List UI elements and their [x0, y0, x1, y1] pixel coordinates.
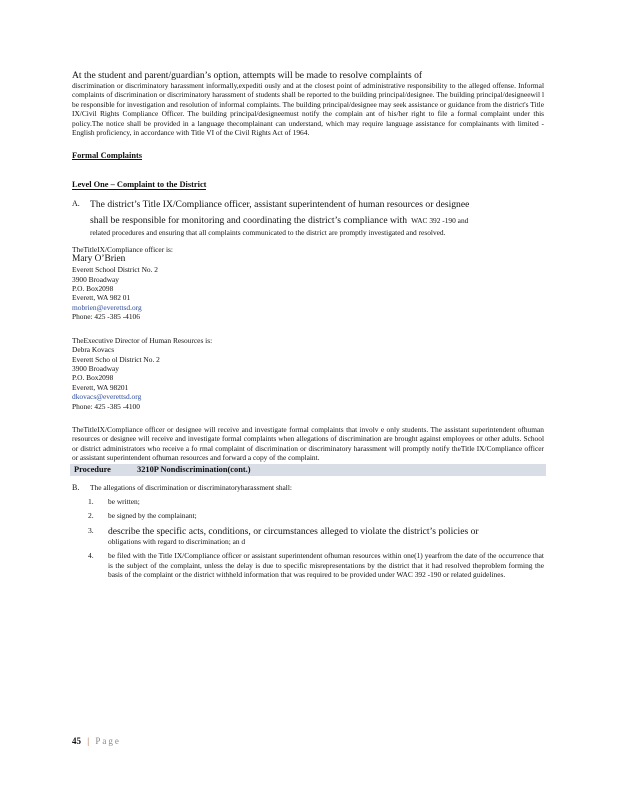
- item-a-lead: The district’s Title IX/Compliance officer, assistant superintendent of human resources or designee: [90, 199, 470, 211]
- address-line: 3900 Broadway: [72, 274, 120, 284]
- receive-complaints-paragraph: TheTitleIX/Compliance officer or designee will receive and investigate formal complaints that involv e only students. The assistant superintendent ofhuman resources or designee will receive and investigate formal complaints when allegations of discrimination are brought against employees or other adults. School or district administrators who receive a fo rmal complaint of discrimination or discriminatory harassment will promptly notify theTitle IX/Compliance officer or assistant superintendent ofhuman resources and forward a copy of the complaint.: [72, 424, 544, 463]
- level-one-heading: Level One – Complaint to the District: [72, 180, 207, 190]
- footer-separator: |: [87, 736, 90, 746]
- intro-lead: At the student and parent/guardian’s option, attempts will be made to resolve complaints of: [72, 70, 423, 81]
- item-a: [72, 199, 544, 237]
- page-footer: [72, 736, 121, 746]
- address-line: P.O. Box2098: [72, 373, 114, 383]
- address-line: Everett, WA 982 01: [72, 293, 131, 303]
- footer-page-word: Page: [95, 736, 121, 746]
- compliance-officer-email-link[interactable]: mobrien@everettsd.org: [72, 302, 142, 312]
- list-item: 3. describe the specific acts, conditions, or circumstances alleged to violate the district’s policies or obligations with regard to discrimination; an d: [88, 525, 479, 546]
- intro-paragraph: discrimination or discriminatory harassment informally,expediti ously and at the closest point of administrative responsibility to the alleged offense. Informal complaints of discrimination or discriminatory harassment of students shall be reported to the building principal/designee. The building principal/designeewil l be responsible for investigation and resolution of informal complaints. The building principal/designee may seek assistance or guidance from the district's Title IX/Civil Rights Compliance Officer. The building principal/designeemust notify the complain ant of his/her right to file a formal complaint under this policy.The notice shall be provided in a language thecomplainant can understand, which may require language assistance for complainants with limited -English proficiency, in accordance with Title VI of the Civil Rights Act of 1964.: [72, 81, 544, 138]
- procedure-header-bar: [70, 464, 546, 476]
- address-line: Everett Scho ol District No. 2: [72, 354, 160, 364]
- item-b: [72, 483, 544, 492]
- item-a-marker: A.: [72, 199, 80, 209]
- formal-complaints-heading: Formal Complaints: [72, 151, 143, 161]
- address-line: Everett, WA 98201: [72, 382, 129, 392]
- list-item: 1. be written;: [88, 496, 140, 506]
- page-number: 45: [72, 736, 81, 746]
- hr-director-label: TheExecutive Director of Human Resources is:: [72, 335, 213, 345]
- list-item: 2. be signed by the complainant;: [88, 511, 197, 521]
- item-a-rest: related procedures and ensuring that all complaints communicated to the district are promptly investigated and resolved.: [90, 228, 446, 238]
- hr-director-block: [72, 336, 544, 411]
- item-a-lead2: shall be responsible for monitoring and coordinating the district’s compliance with: [90, 215, 408, 227]
- compliance-officer-name: Mary O’Brien: [72, 254, 126, 265]
- item-b-marker: B.: [72, 482, 80, 492]
- hr-director-email-link[interactable]: dkovacs@everettsd.org: [72, 392, 142, 402]
- compliance-officer-phone: Phone: 425 -385 -4106: [72, 312, 140, 322]
- hr-director-phone: Phone: 425 -385 -4100: [72, 401, 140, 411]
- hr-director-name: Debra Kovacs: [72, 345, 115, 355]
- procedure-code: 3210P Nondiscrimination(cont.): [137, 464, 251, 474]
- address-line: Everett School District No. 2: [72, 265, 159, 275]
- list-item: 4. be filed with the Title IX/Compliance officer or assistant superintendent ofhuman resources within one(1) yearfrom the date of the occurrence that is the subject of the complaint, unless the delay is due to specific misrepresentations by the district that it had resolved theproblem forming the basis of the complaint or the district withheld information that was required to be provided under WAC 392 -190 or related guidelines.: [88, 551, 544, 579]
- document-page: [72, 70, 544, 579]
- address-line: P.O. Box2098: [72, 284, 114, 294]
- address-line: 3900 Broadway: [72, 363, 120, 373]
- item-b-text: The allegations of discrimination or discriminatoryharassment shall:: [90, 482, 292, 492]
- procedure-label: Procedure: [74, 464, 111, 474]
- compliance-officer-block: [72, 245, 544, 322]
- item-a-wac: WAC 392 -190 and: [411, 216, 469, 226]
- compliance-officer-label: TheTitleIX/Compliance officer is:: [72, 244, 173, 254]
